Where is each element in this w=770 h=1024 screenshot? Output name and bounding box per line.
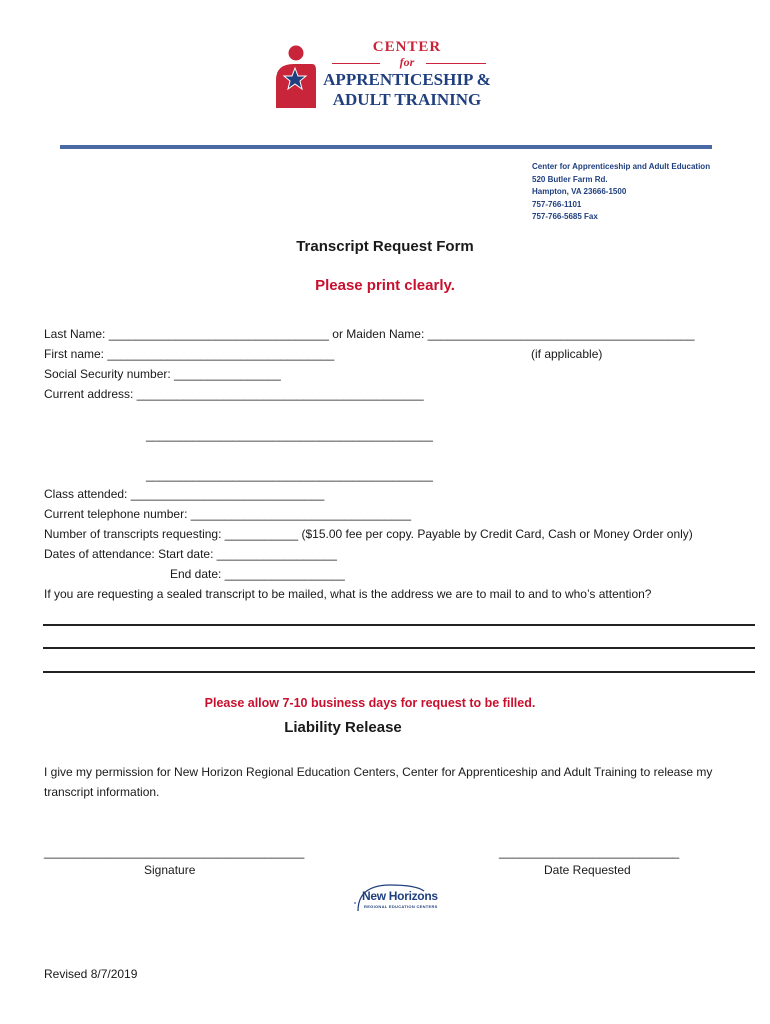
class-attended-field[interactable]: Class attended: _____________________________	[44, 487, 325, 501]
revised-date: Revised 8/7/2019	[44, 967, 138, 981]
signature-line[interactable]: _______________________________________	[44, 845, 305, 859]
address-fax: 757-766-5685 Fax	[532, 212, 598, 222]
form-title: Transcript Request Form	[296, 238, 474, 255]
nh-logo-sub: REGIONAL EDUCATION CENTERS	[364, 904, 438, 909]
mailing-address-line-3[interactable]	[43, 671, 755, 673]
new-horizons-logo	[352, 883, 448, 913]
logo-line-adult-training: ADULT TRAINING	[332, 90, 482, 109]
address-field-1[interactable]: Current address: ___________________________________________	[44, 387, 424, 401]
logo-line-for: for	[399, 55, 415, 69]
header-divider	[60, 145, 712, 149]
nh-logo-name: New Horizons	[362, 889, 438, 903]
address-field-2[interactable]: ___________________________________________	[146, 428, 433, 442]
signature-label: Signature	[144, 863, 196, 877]
first-name-field[interactable]: First name: __________________________________	[44, 347, 335, 361]
address-phone: 757-766-1101	[532, 199, 582, 209]
address-street: 520 Butler Farm Rd.	[532, 174, 608, 184]
processing-notice: Please allow 7-10 business days for request to be filled.	[204, 696, 536, 710]
mailing-address-line-1[interactable]	[43, 624, 755, 626]
date-requested-line[interactable]: ___________________________	[499, 845, 680, 859]
ssn-field[interactable]: Social Security number: ________________	[44, 367, 281, 381]
last-name-field[interactable]: Last Name: _________________________________ or Maiden Name: ________________________________________	[44, 327, 695, 341]
address-field-3[interactable]: ___________________________________________	[146, 468, 433, 482]
form-subtitle: Please print clearly.	[315, 277, 455, 294]
mailing-address-line-2[interactable]	[43, 647, 755, 649]
transcripts-count-field[interactable]: Number of transcripts requesting: ___________ ($15.00 fee per copy. Payable by Credit Card, Cash or Money Order only)	[44, 527, 693, 541]
sealed-transcript-question: If you are requesting a sealed transcript to be mailed, what is the address we are to mail to and to who’s attention?	[44, 587, 652, 601]
end-date-field[interactable]: End date: __________________	[170, 567, 345, 581]
start-date-field[interactable]: Dates of attendance: Start date: __________________	[44, 547, 337, 561]
address-city: Hampton, VA 23666-1500	[532, 187, 627, 197]
telephone-field[interactable]: Current telephone number: _________________________________	[44, 507, 411, 521]
person-star-icon	[272, 38, 322, 110]
liability-heading: Liability Release	[284, 719, 402, 736]
logo-rule-right	[426, 63, 486, 64]
liability-text: I give my permission for New Horizon Regional Education Centers, Center for Apprenticeship and Adult Training to release my transcript information.	[44, 765, 713, 799]
if-applicable-note: (if applicable)	[531, 347, 603, 361]
logo-line-center: CENTER	[372, 39, 442, 55]
address-org: Center for Apprenticeship and Adult Education	[532, 162, 711, 171]
cat-logo	[272, 38, 502, 110]
address-block	[532, 161, 710, 224]
date-requested-label: Date Requested	[544, 863, 631, 877]
logo-line-apprenticeship: APPRENTICESHIP &	[323, 70, 491, 89]
